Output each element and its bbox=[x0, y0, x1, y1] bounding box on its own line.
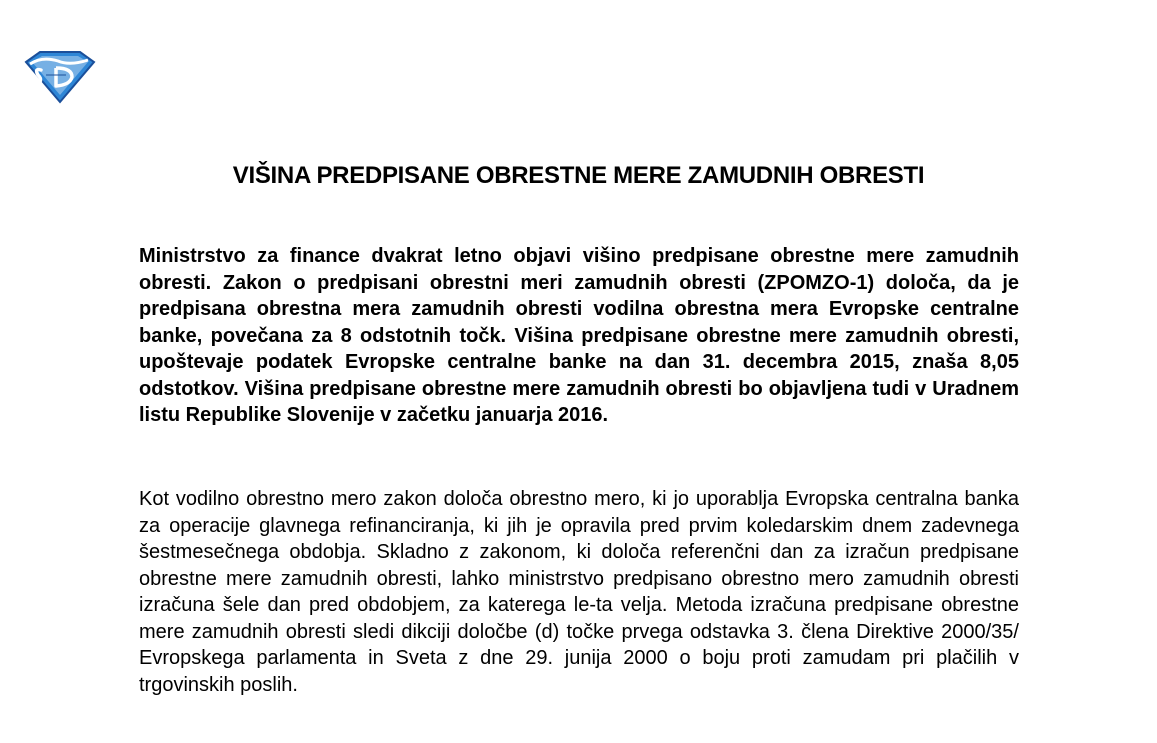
paragraph-legal-basis: Kot vodilno obrestno mero zakon določa obrestno mero, ki jo uporablja Evropska centralna banka za operacije glavnega refinanciranja, ki jih je opravila pred prvim koledarskim dnem zadevnega šestmesečnega obdobja. Skladno z zakonom, ki določa referenčni dan za izračun predpisane obrestne mere zamudnih obresti, lahko ministrstvo predpisano obrestno mero zamudnih obresti izračuna šele dan pred obdobjem, za katerega le-ta velja. Metoda izračuna predpisane obrestne mere zamudnih obresti sledi dikciji določbe (d) točke prvega odstavka 3. člena Direktive 2000/35/ Evropskega parlamenta in Sveta z dne 29. junija 2000 o boju proti zamudam pri plačilih v trgovinskih poslih. bbox=[139, 488, 1019, 696]
document-title: VIŠINA PREDPISANE OBRESTNE MERE ZAMUDNIH OBRESTI bbox=[232, 162, 925, 189]
paragraph-announcement: Ministrstvo za finance dvakrat letno objavi višino predpisane obrestne mere zamudnih obresti. Zakon o predpisani obrestni meri zamudnih obresti (ZPOMZO-1) določa, da je predpisana obrestna mera zamudnih obresti vodilna obrestna mera Evropske centralne banke, povečana za 8 odstotnih točk. Višina predpisane obrestne mere zamudnih obresti, upoštevaje podatek Evropske centralne banke na dan 31. decembra 2015, znaša 8,05 odstotkov. Višina predpisane obrestne mere zamudnih obresti bo objavljena tudi v Uradnem listu Republike Slovenije v začetku januarja 2016. bbox=[139, 245, 1019, 426]
shield-icon bbox=[22, 48, 98, 104]
ministry-shield-logo bbox=[22, 48, 98, 104]
